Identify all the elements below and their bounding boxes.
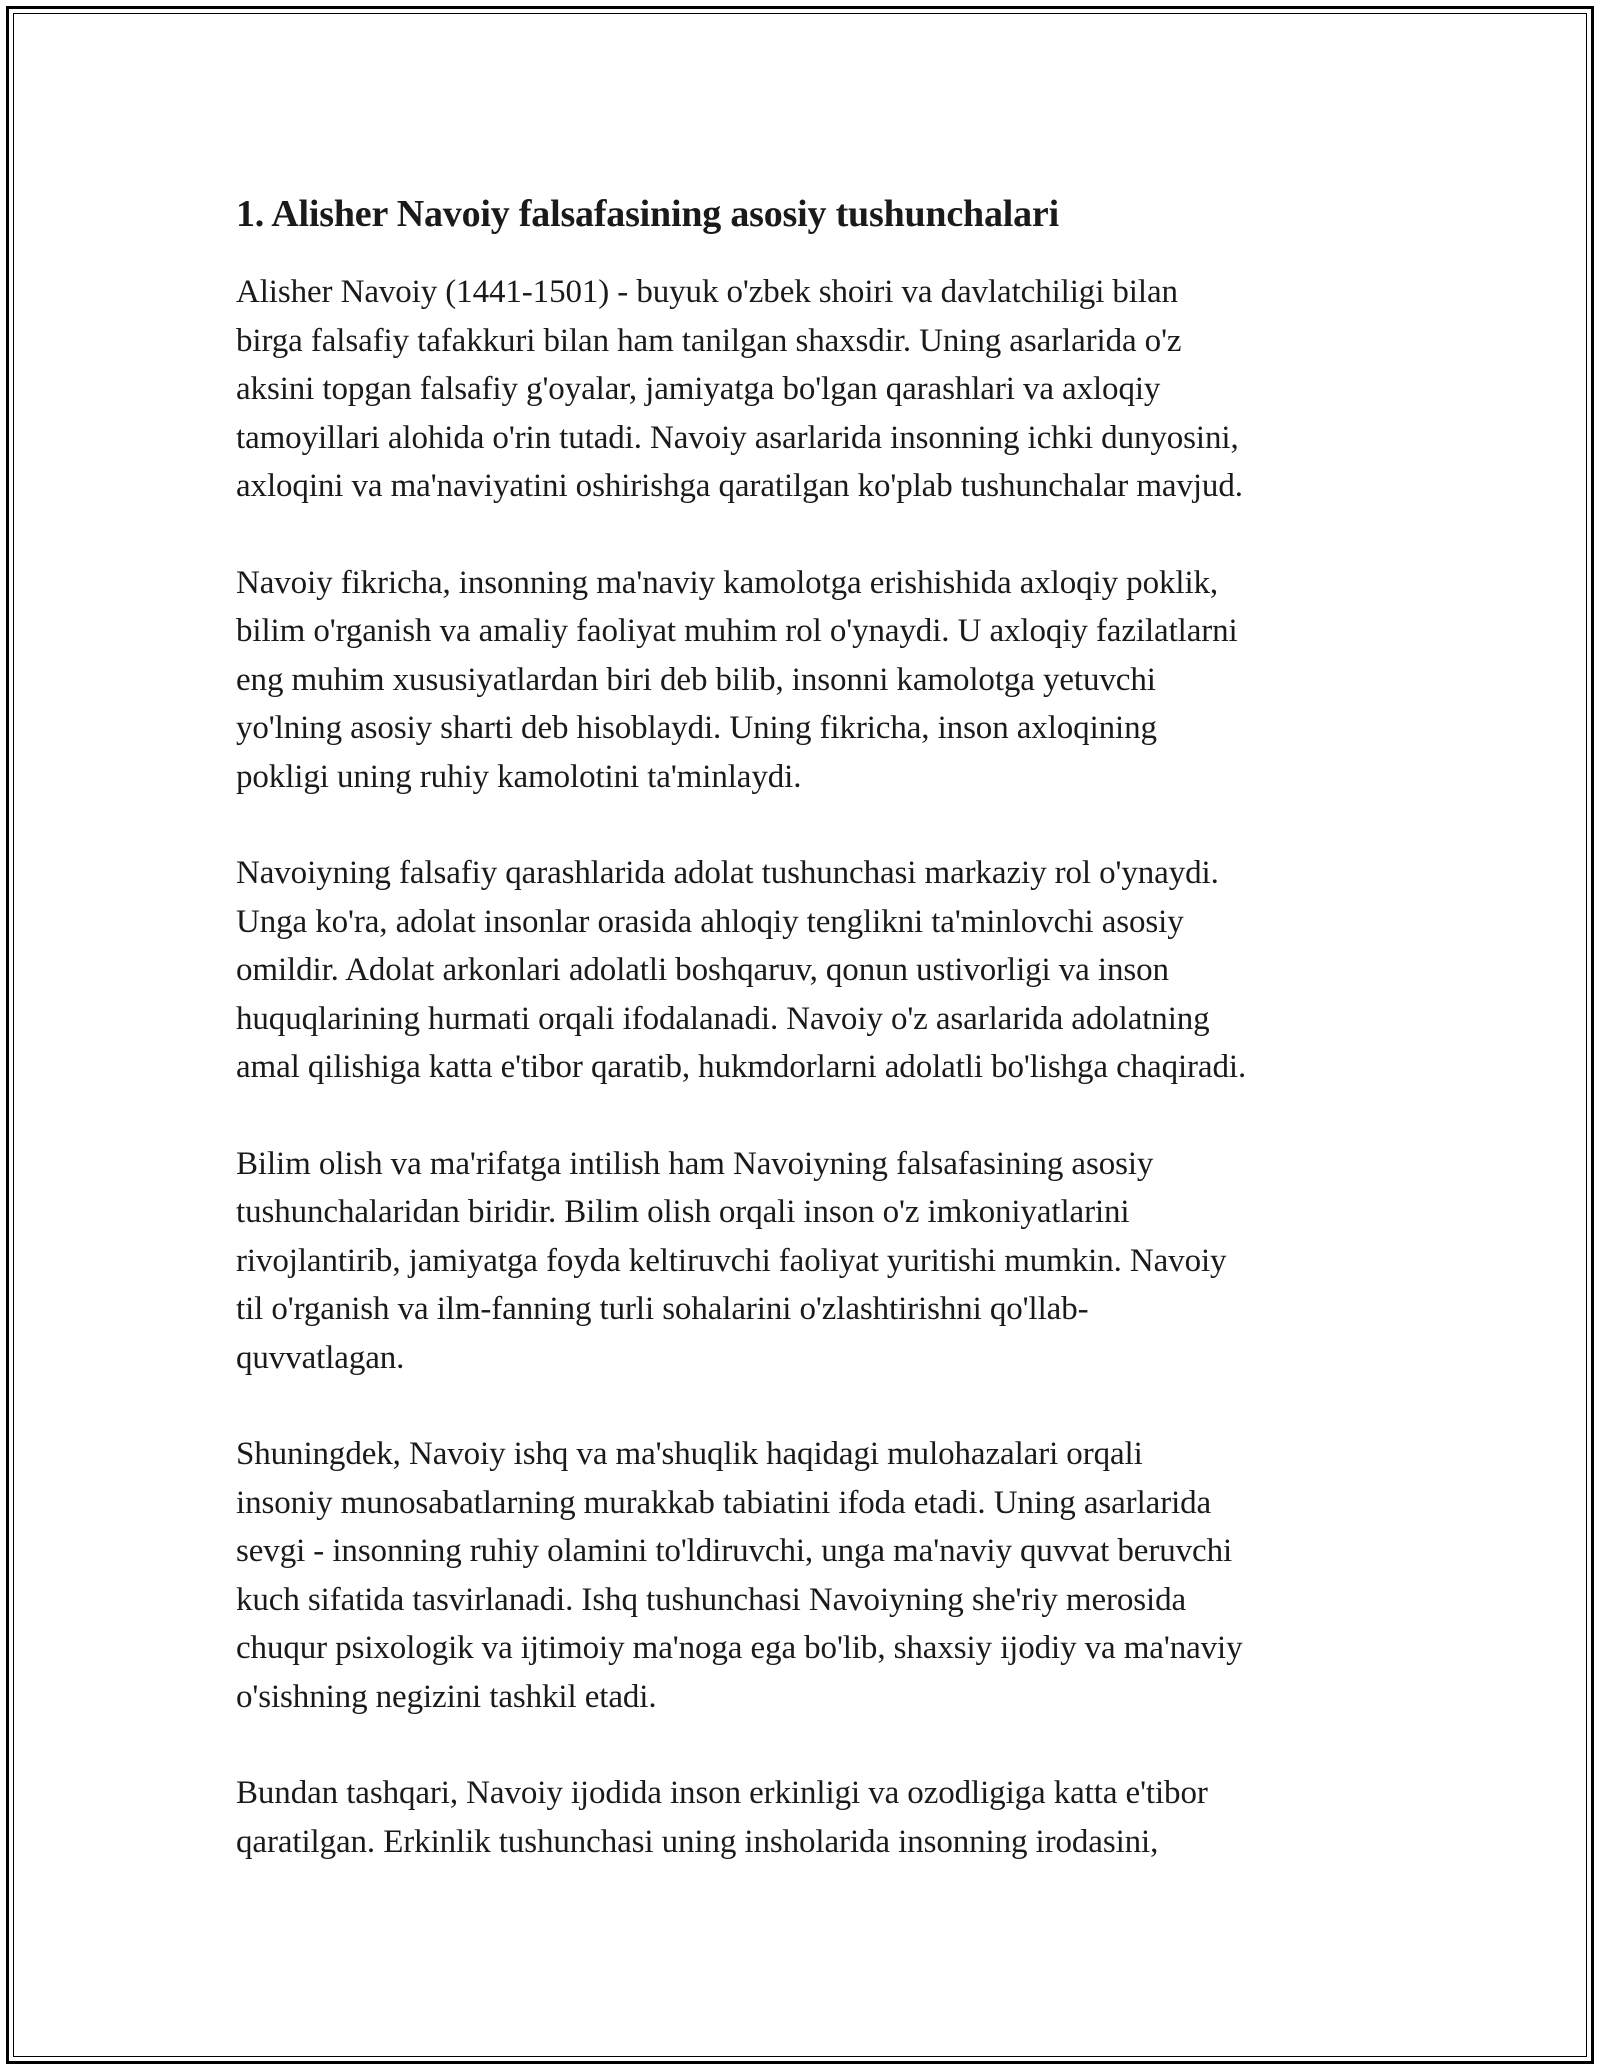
text-line: aksini topgan falsafiy g'oyalar, jamiyatga bo'lgan qarashlari va axloqiy [236, 371, 1161, 407]
text-line: axloqini va ma'naviyatini oshirishga qaratilgan ko'plab tushunchalar mavjud. [236, 468, 1243, 504]
text-line: sevgi - insonning ruhiy olamini to'ldiruvchi, unga ma'naviy quvvat beruvchi [236, 1533, 1233, 1569]
text-line: Alisher Navoiy (1441-1501) - buyuk o'zbek shoiri va davlatchiligi bilan [236, 274, 1178, 310]
text-line: quvvatlagan. [236, 1339, 405, 1376]
document-body [236, 186, 1376, 1914]
paragraph [236, 849, 1376, 1092]
paragraph [236, 268, 1376, 511]
text-line: amal qilishiga katta e'tibor qaratib, hukmdorlarni adolatli bo'lishga chaqiradi. [236, 1049, 1247, 1085]
text-line: Navoiy fikricha, insonning ma'naviy kamolotga erishishida axloqiy poklik, [236, 564, 1219, 601]
text-line: tushunchalaridan biridir. Bilim olish orqali inson o'z imkoniyatlarini [236, 1194, 1130, 1230]
text-line: Shuningdek, Navoiy ishq va ma'shuqlik haqidagi mulohazalari orqali [236, 1436, 1143, 1472]
text-line: omildir. Adolat arkonlari adolatli boshqaruv, qonun ustivorligi va inson [236, 952, 1169, 988]
text-line: qaratilgan. Erkinlik tushunchasi uning insholarida insonning irodasini, [236, 1823, 1159, 1860]
paragraph [236, 1430, 1376, 1721]
document-title: 1. Alisher Navoiy falsafasining asosiy tushunchalari [236, 193, 1059, 235]
text-line: til o'rganish va ilm-fanning turli sohalarini o'zlashtirishni qo'llab- [236, 1291, 1089, 1327]
text-line: chuqur psixologik va ijtimoiy ma'noga ega bo'lib, shaxsiy ijodiy va ma'naviy [236, 1630, 1243, 1666]
paragraph-list [236, 268, 1376, 1866]
text-line: o'sishning negizini tashkil etadi. [236, 1678, 657, 1715]
text-line: bilim o'rganish va amaliy faoliyat muhim rol o'ynaydi. U axloqiy fazilatlarni [236, 613, 1238, 649]
text-line: Bundan tashqari, Navoiy ijodida inson erkinligi va ozodligiga katta e'tibor [236, 1775, 1208, 1811]
text-line: huquqlarining hurmati orqali ifodalanadi. Navoiy o'z asarlarida adolatning [236, 1000, 1210, 1037]
text-line: Navoiyning falsafiy qarashlarida adolat tushunchasi markaziy rol o'ynaydi. [236, 855, 1219, 891]
text-line: yo'lning asosiy sharti deb hisoblaydi. Uning fikricha, inson axloqining [236, 710, 1157, 746]
text-line: eng muhim xususiyatlardan biri deb bilib, insonni kamolotga yetuvchi [236, 661, 1156, 698]
text-line: tamoyillari alohida o'rin tutadi. Navoiy asarlarida insonning ichki dunyosini, [236, 419, 1239, 456]
paragraph [236, 559, 1376, 802]
text-line: Bilim olish va ma'rifatga intilish ham Navoiyning falsafasining asosiy [236, 1145, 1154, 1182]
text-line: pokligi uning ruhiy kamolotini ta'minlaydi. [236, 758, 802, 795]
text-line: Unga ko'ra, adolat insonlar orasida ahloqiy tenglikni ta'minlovchi asosiy [236, 903, 1184, 940]
text-line: rivojlantirib, jamiyatga foyda keltiruvchi faoliyat yuritishi mumkin. Navoiy [236, 1242, 1227, 1279]
paragraph [236, 1769, 1376, 1866]
paragraph [236, 1140, 1376, 1383]
text-line: insoniy munosabatlarning murakkab tabiatini ifoda etadi. Uning asarlarida [236, 1484, 1212, 1521]
text-line: birga falsafiy tafakkuri bilan ham tanilgan shaxsdir. Uning asarlarida o'z [236, 322, 1182, 359]
text-line: kuch sifatida tasvirlanadi. Ishq tushunchasi Navoiyning she'riy merosida [236, 1581, 1187, 1618]
